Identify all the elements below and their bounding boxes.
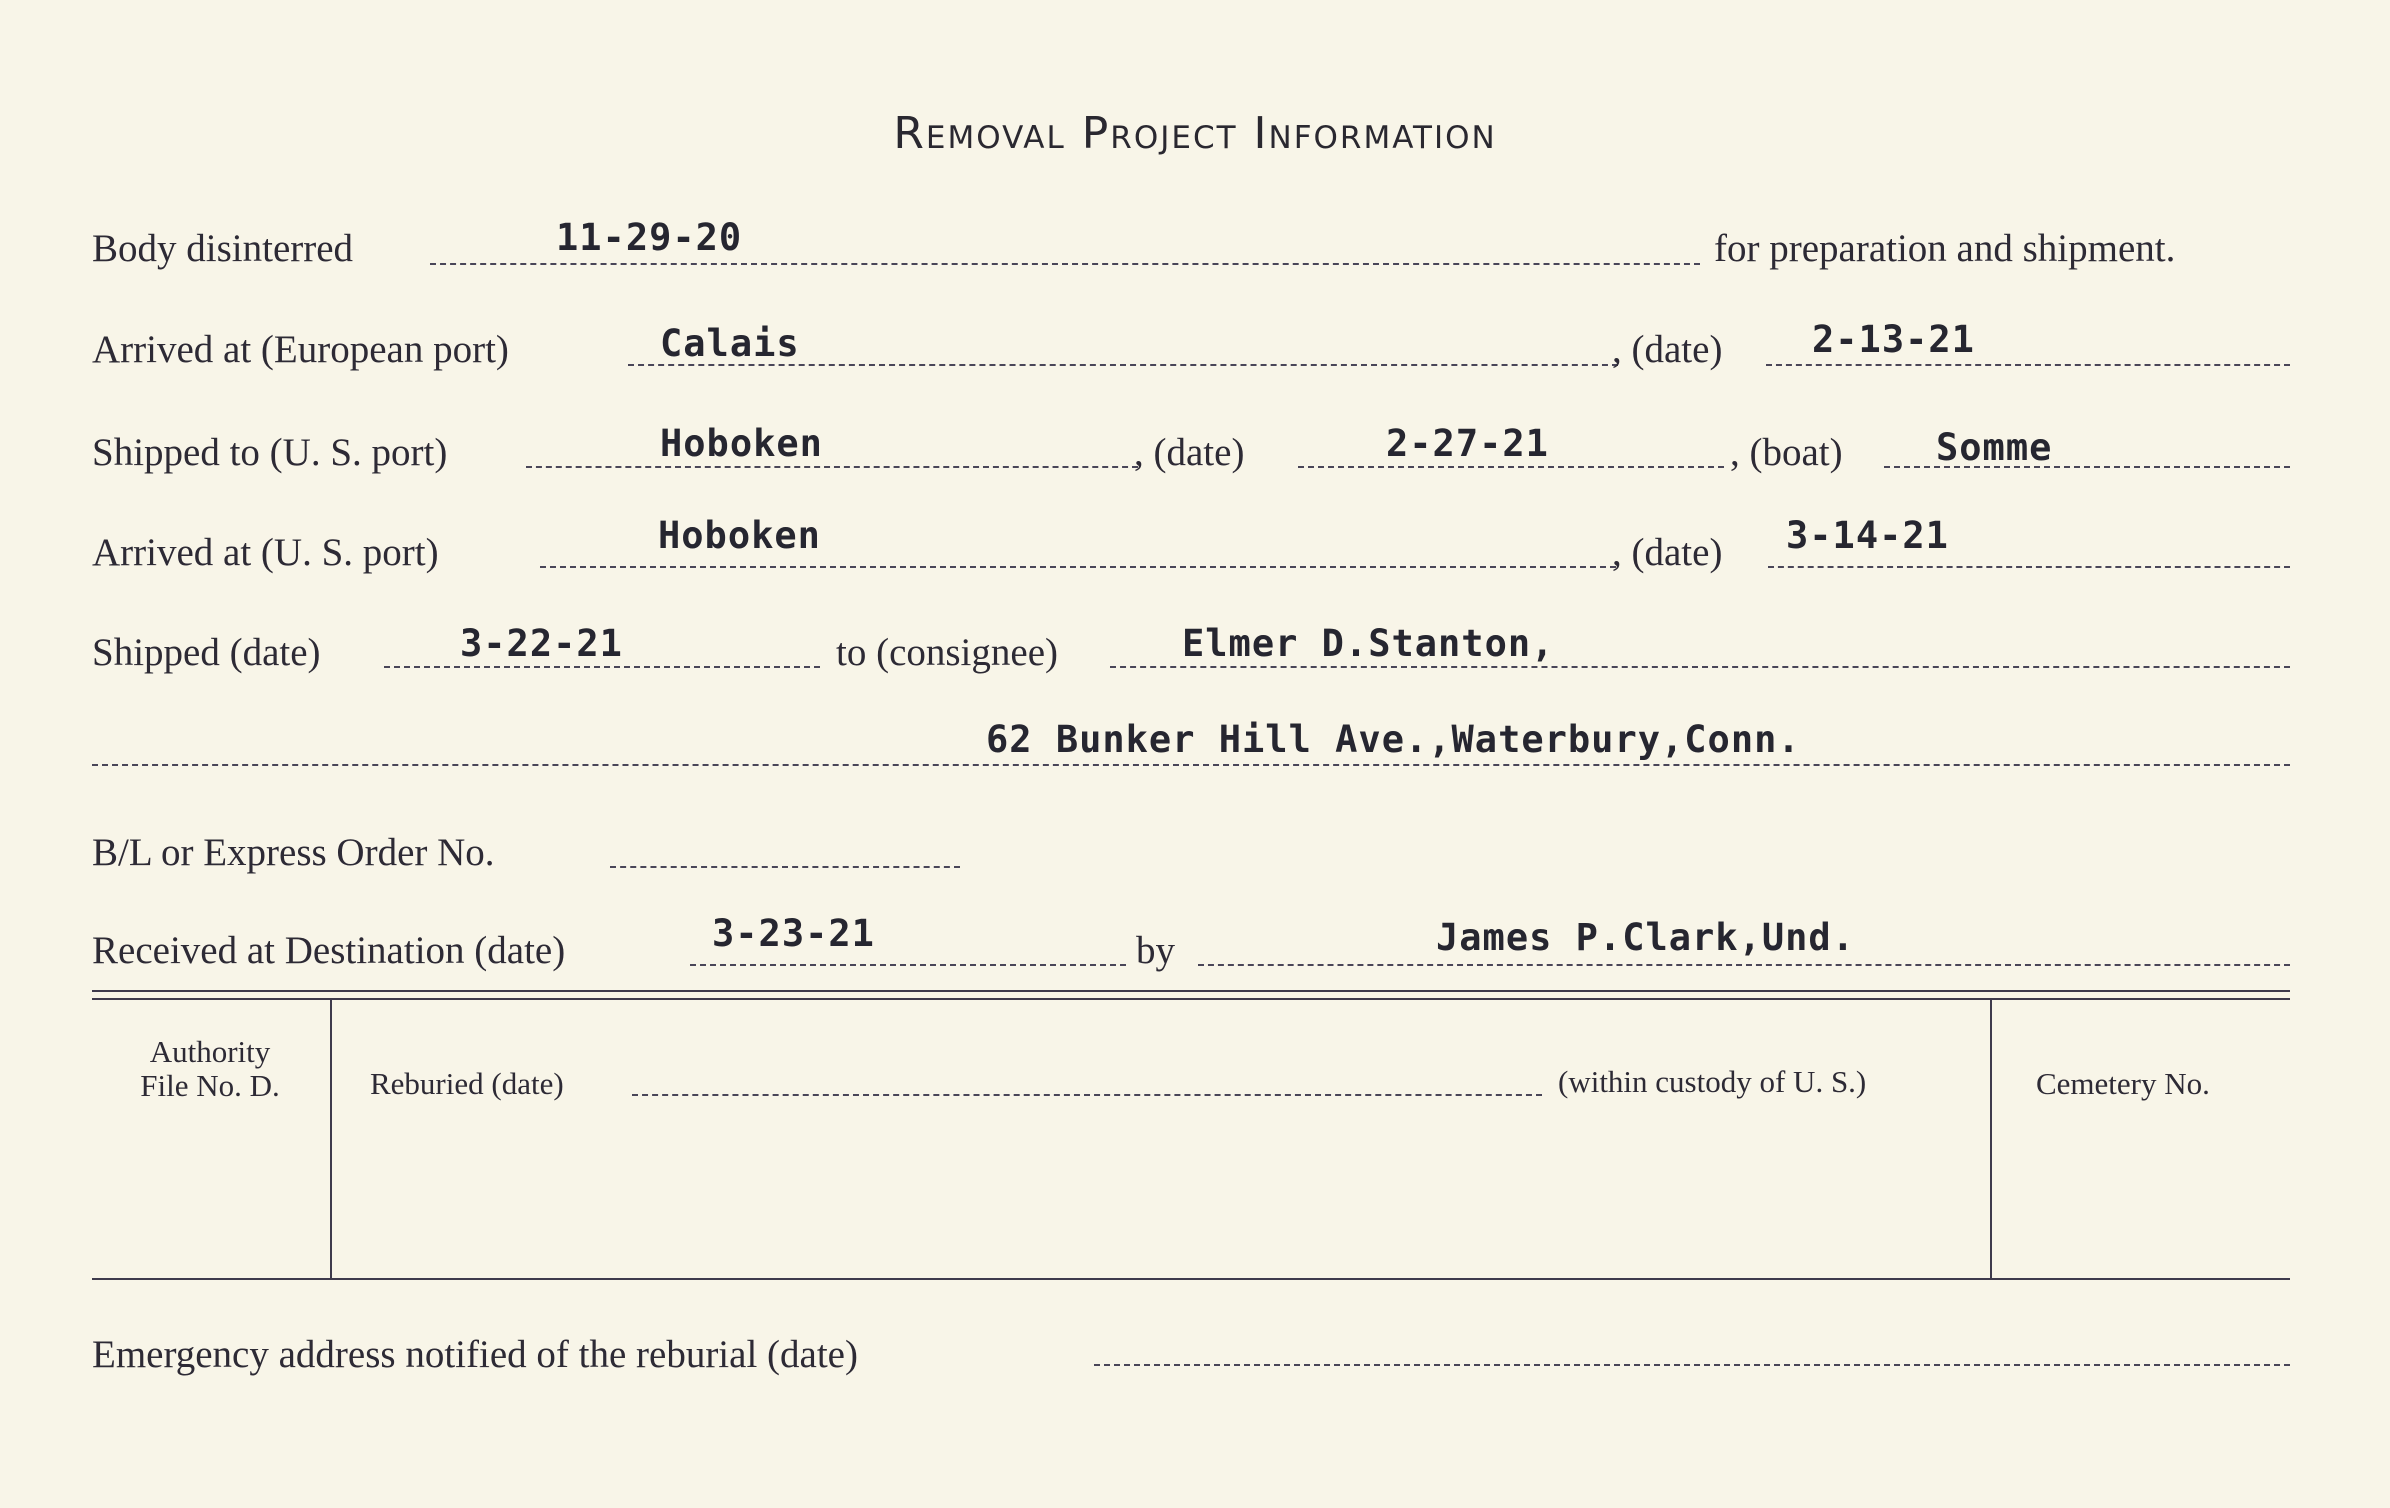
emergency-label: Emergency address notified of the reburial (date) <box>92 1333 858 1376</box>
box-bottom-rule <box>92 1278 2290 1280</box>
consignee-line <box>1110 666 2290 668</box>
arrived-us-line <box>540 566 1616 568</box>
box-divider-right <box>1990 1000 1992 1278</box>
box-top-rule-2 <box>92 998 2290 1000</box>
shipped-us-boat: Somme <box>1936 426 2053 469</box>
arrived-us-port: Hoboken <box>658 514 821 557</box>
shipped-us-port: Hoboken <box>660 422 823 465</box>
arrived-european-label: Arrived at (European port) <box>92 328 509 371</box>
arrived-european-port: Calais <box>660 322 800 365</box>
body-disinterred-line <box>430 263 1700 265</box>
shipped-us-date-label: , (date) <box>1134 431 1245 474</box>
authority-label-1: Authority <box>149 1034 271 1069</box>
received-label: Received at Destination (date) <box>92 929 566 972</box>
arrived-us-date-label: , (date) <box>1612 531 1723 574</box>
shipped-date-line <box>384 666 820 668</box>
bl-order-label: B/L or Express Order No. <box>92 831 495 874</box>
shipped-date-label: Shipped (date) <box>92 631 321 674</box>
box-divider-left <box>330 1000 332 1278</box>
card-title: Removal Project Information <box>893 108 1497 159</box>
consignee-address: 62 Bunker Hill Ave.,Waterbury,Conn. <box>986 718 1801 761</box>
consignee-value: Elmer D.Stanton, <box>1182 622 1555 665</box>
emergency-line <box>1094 1364 2290 1366</box>
bl-order-line <box>610 866 960 868</box>
received-date-line <box>690 964 1126 966</box>
shipped-us-line <box>526 466 1138 468</box>
body-disinterred-suffix: for preparation and shipment. <box>1714 227 2176 270</box>
cemetery-label: Cemetery No. <box>2036 1066 2210 1101</box>
arrived-us-date: 3-14-21 <box>1786 514 1949 557</box>
arrived-us-date-line <box>1768 566 2290 568</box>
received-by: James P.Clark,Und. <box>1436 916 1855 959</box>
received-by-line <box>1198 964 2290 966</box>
shipped-us-boat-label: , (boat) <box>1730 431 1843 474</box>
arrived-european-date-line <box>1766 364 2290 366</box>
shipped-date-value: 3-22-21 <box>460 622 623 665</box>
shipped-us-date: 2-27-21 <box>1386 422 1549 465</box>
received-date: 3-23-21 <box>712 912 875 955</box>
box-top-rule-1 <box>92 990 2290 992</box>
body-disinterred-label: Body disinterred <box>92 227 354 270</box>
arrived-european-date: 2-13-21 <box>1812 318 1975 361</box>
arrived-european-date-label: , (date) <box>1612 328 1723 371</box>
reburied-line <box>632 1094 1542 1096</box>
shipped-us-label: Shipped to (U. S. port) <box>92 431 448 474</box>
custody-label: (within custody of U. S.) <box>1558 1064 1867 1099</box>
body-disinterred-value: 11-29-20 <box>556 216 743 259</box>
address-line <box>92 764 2290 766</box>
reburied-label: Reburied (date) <box>370 1066 564 1101</box>
received-by-label: by <box>1136 929 1175 972</box>
arrived-us-label: Arrived at (U. S. port) <box>92 531 439 574</box>
shipped-us-date-line <box>1298 466 1724 468</box>
authority-label-2: File No. D. <box>140 1068 280 1103</box>
consignee-label: to (consignee) <box>836 631 1059 674</box>
